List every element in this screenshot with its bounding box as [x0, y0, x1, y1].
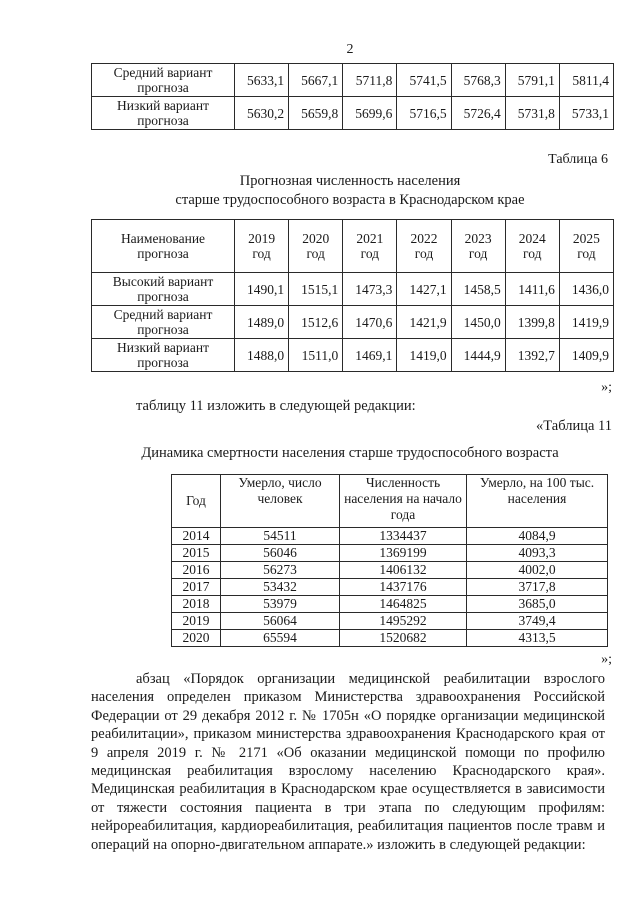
table-cell: 5659,8 [289, 97, 343, 130]
column-header: Умерло, число человек [221, 475, 340, 528]
table-cell: 1464825 [340, 596, 467, 613]
column-header: Умерло, на 100 тыс. населения [467, 475, 608, 528]
table-cell: 2018 [172, 596, 221, 613]
table-cell: 1392,7 [505, 339, 559, 372]
table-row [172, 596, 608, 613]
table-cell: 1495292 [340, 613, 467, 630]
table-cell: 54511 [221, 528, 340, 545]
table-row [172, 562, 608, 579]
table-cell: 5630,2 [235, 97, 289, 130]
table6-title-line1: Прогнозная численность населения [239, 173, 461, 189]
table-cell: 3749,4 [467, 613, 608, 630]
table-cell: 2020 [172, 630, 221, 647]
table-cell: 1470,6 [343, 306, 397, 339]
table-cell: 3685,0 [467, 596, 608, 613]
row-label: Низкий вариант прогноза [92, 339, 235, 372]
table-cell: 4084,9 [467, 528, 608, 545]
table-cell: 1458,5 [451, 273, 505, 306]
table11-number: «Таблица 11 [536, 418, 612, 434]
table-cell: 1409,9 [559, 339, 613, 372]
forecast-table-continuation [91, 63, 614, 130]
table-cell: 5741,5 [397, 64, 451, 97]
table-cell: 1399,8 [505, 306, 559, 339]
table-row [172, 545, 608, 562]
table-cell: 5768,3 [451, 64, 505, 97]
table11-title: Динамика смертности населения старше трудоспособного возраста [141, 445, 559, 461]
column-header: 2020 год [289, 220, 343, 273]
table-cell: 2014 [172, 528, 221, 545]
table-cell: 1473,3 [343, 273, 397, 306]
table-cell: 1488,0 [235, 339, 289, 372]
column-header: 2022 год [397, 220, 451, 273]
table-cell: 3717,8 [467, 579, 608, 596]
table-cell: 1437176 [340, 579, 467, 596]
table-header-row [92, 220, 614, 273]
table-cell: 1490,1 [235, 273, 289, 306]
table-row [92, 339, 614, 372]
table-cell: 56064 [221, 613, 340, 630]
table-row [172, 579, 608, 596]
table-cell: 1489,0 [235, 306, 289, 339]
table-cell: 2016 [172, 562, 221, 579]
table11-closing-quote: »; [601, 652, 612, 667]
table-row [92, 306, 614, 339]
table-cell: 2015 [172, 545, 221, 562]
table6 [91, 219, 614, 372]
table-cell: 5733,1 [559, 97, 613, 130]
table-cell: 5633,1 [235, 64, 289, 97]
table-cell: 53979 [221, 596, 340, 613]
table-cell: 1512,6 [289, 306, 343, 339]
table-cell: 1511,0 [289, 339, 343, 372]
column-header: 2024 год [505, 220, 559, 273]
column-header: Год [172, 475, 221, 528]
table-cell: 56046 [221, 545, 340, 562]
table-cell: 4313,5 [467, 630, 608, 647]
table-cell: 1369199 [340, 545, 467, 562]
column-header: 2023 год [451, 220, 505, 273]
table-cell: 1419,9 [559, 306, 613, 339]
table-cell: 1520682 [340, 630, 467, 647]
row-label: Высокий вариант прогноза [92, 273, 235, 306]
table-cell: 1406132 [340, 562, 467, 579]
table-cell: 1419,0 [397, 339, 451, 372]
table-cell: 2017 [172, 579, 221, 596]
table-cell: 2019 [172, 613, 221, 630]
table-cell: 5716,5 [397, 97, 451, 130]
column-header: 2025 год [559, 220, 613, 273]
table-cell: 65594 [221, 630, 340, 647]
table-row [92, 64, 614, 97]
table-cell: 5791,1 [505, 64, 559, 97]
table-cell: 4093,3 [467, 545, 608, 562]
table-cell: 56273 [221, 562, 340, 579]
row-label: Средний вариант прогноза [92, 64, 235, 97]
table-cell: 1515,1 [289, 273, 343, 306]
table-row [172, 528, 608, 545]
table-cell: 5811,4 [559, 64, 613, 97]
table-cell: 1421,9 [397, 306, 451, 339]
row-label: Низкий вариант прогноза [92, 97, 235, 130]
table-cell: 5667,1 [289, 64, 343, 97]
table-cell: 1334437 [340, 528, 467, 545]
table-cell: 4002,0 [467, 562, 608, 579]
column-header: 2021 год [343, 220, 397, 273]
table6-number: Таблица 6 [548, 152, 608, 167]
instruction-text: таблицу 11 изложить в следующей редакции: [136, 398, 416, 414]
table-cell: 1450,0 [451, 306, 505, 339]
table6-title-line2: старше трудоспособного возраста в Краснодарском крае [175, 192, 525, 208]
page-number: 2 [346, 42, 354, 57]
table-row [172, 613, 608, 630]
column-header: Наименование прогноза [92, 220, 235, 273]
table-cell: 1411,6 [505, 273, 559, 306]
table-row [92, 97, 614, 130]
table-cell: 1436,0 [559, 273, 613, 306]
amendment-paragraph: абзац «Порядок организации медицинской реабилитации взрослого населения определен приказом Министерства здравоохранения Российской Федерации от 29 декабря 2012 г. № 1705н «О порядке организации медицинской реабилитации», приказом министерства здравоохранения Краснодарского края от 9 апреля 2019 г. № 2171 «Об оказании медицинской помощи по профилю медицинская реабилитация взрослому населению Краснодарского края». Медицинская реабилитация в Краснодарском крае осуществляется в зависимости от тяжести состояния пациента в три этапа по следующим профилям: нейрореабилитация, кардиореабилитация, реабилитация пациентов после травм и операций на опорно-двигательном аппарате.» изложить в следующей редакции: [91, 671, 605, 853]
table-header-row [172, 475, 608, 528]
table6-closing-quote: »; [601, 380, 612, 395]
table-row [92, 273, 614, 306]
row-label: Средний вариант прогноза [92, 306, 235, 339]
column-header: 2019 год [235, 220, 289, 273]
table-cell: 1469,1 [343, 339, 397, 372]
column-header: Численность населения на начало года [340, 475, 467, 528]
table-cell: 5731,8 [505, 97, 559, 130]
table-cell: 5726,4 [451, 97, 505, 130]
table-cell: 5711,8 [343, 64, 397, 97]
table-cell: 1427,1 [397, 273, 451, 306]
table-cell: 5699,6 [343, 97, 397, 130]
table-cell: 1444,9 [451, 339, 505, 372]
table-cell: 53432 [221, 579, 340, 596]
table-row [172, 630, 608, 647]
table11 [171, 474, 608, 647]
